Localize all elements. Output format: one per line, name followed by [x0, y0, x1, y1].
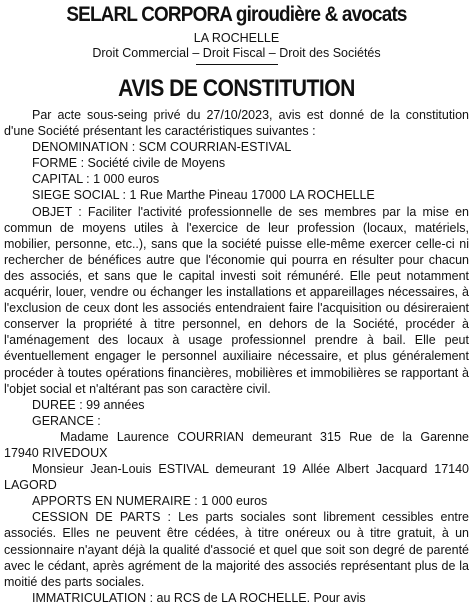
- header-divider: [196, 64, 278, 65]
- objet-paragraph: OBJET : Faciliter l'activité professionnelle de ses membres par la mise en commun de moyens utiles à l'exercice de leur profession (locaux, matériels, mobilier, personne, etc..), sans que la société puisse elle-même exercer celle-ci ni rechercher de bénéfices autre que l'économie qui pourra en résulter pour chacun des associés, et sans que le capital investi soit rémunéré. Elle peut notamment acquérir, louer, vendre ou échanger les installations et appareillages nécessaires, à l'exclusion de ceux dont les associés entendraient faire l'acquisition ou désireraient conserver la propriété à titre personnel, en dehors de la Société, procéder à l'aménagement des locaux à usage professionnel prendre à bail. Elle peut éventuellement engager le personnel auxiliaire nécessaire, et plus généralement procéder à toutes opérations financières, mobilières et immobilières se rapportant à l'objet social et n'altérant pas son caractère civil.: [4, 204, 469, 396]
- immatriculation-line: IMMATRICULATION : au RCS de LA ROCHELLE. Pour avis: [32, 590, 366, 605]
- notice-body: [4, 107, 469, 606]
- forme-line: FORME : Société civile de Moyens: [32, 156, 226, 171]
- cession-paragraph: CESSION DE PARTS : Les parts sociales sont librement cessibles entre associés. Elles ne peuvent être cédées, à titre onéreux ou à titre gratuit, à un cessionnaire n'ayant déjà la qualité d'associé et quel que soit son degré de parenté avec le cédant, après agrément de la majorité des associés représentant plus de la moitié des parts sociales.: [4, 510, 469, 589]
- intro-paragraph: Par acte sous-seing privé du 27/10/2023, avis est donné de la constitution d'une Société présentant les caractéristiques suivantes :: [4, 108, 469, 139]
- firm-name: SELARL CORPORA giroudière & avocats: [66, 3, 407, 26]
- siege-line: SIEGE SOCIAL : 1 Rue Marthe Pineau 17000 LA ROCHELLE: [32, 188, 375, 203]
- firm-specialties: Droit Commercial – Droit Fiscal – Droit des Sociétés: [92, 46, 381, 60]
- capital-line: CAPITAL : 1 000 euros: [32, 172, 160, 187]
- duree-line: DUREE : 99 années: [32, 397, 145, 412]
- apports-line: APPORTS EN NUMERAIRE : 1 000 euros: [32, 494, 268, 509]
- notice-title: AVIS DE CONSTITUTION: [118, 75, 355, 102]
- denomination-line: DENOMINATION : SCM COURRIAN-ESTIVAL: [32, 140, 292, 155]
- gerant-2-paragraph: Monsieur Jean-Louis ESTIVAL demeurant 19 Allée Albert Jacquard 17140 LAGORD: [4, 462, 469, 493]
- gerance-line: GERANCE :: [32, 413, 101, 428]
- firm-city: LA ROCHELLE: [193, 31, 280, 45]
- gerant-1-paragraph: Madame Laurence COURRIAN demeurant 315 Rue de la Garenne 17940 RIVEDOUX: [4, 429, 469, 460]
